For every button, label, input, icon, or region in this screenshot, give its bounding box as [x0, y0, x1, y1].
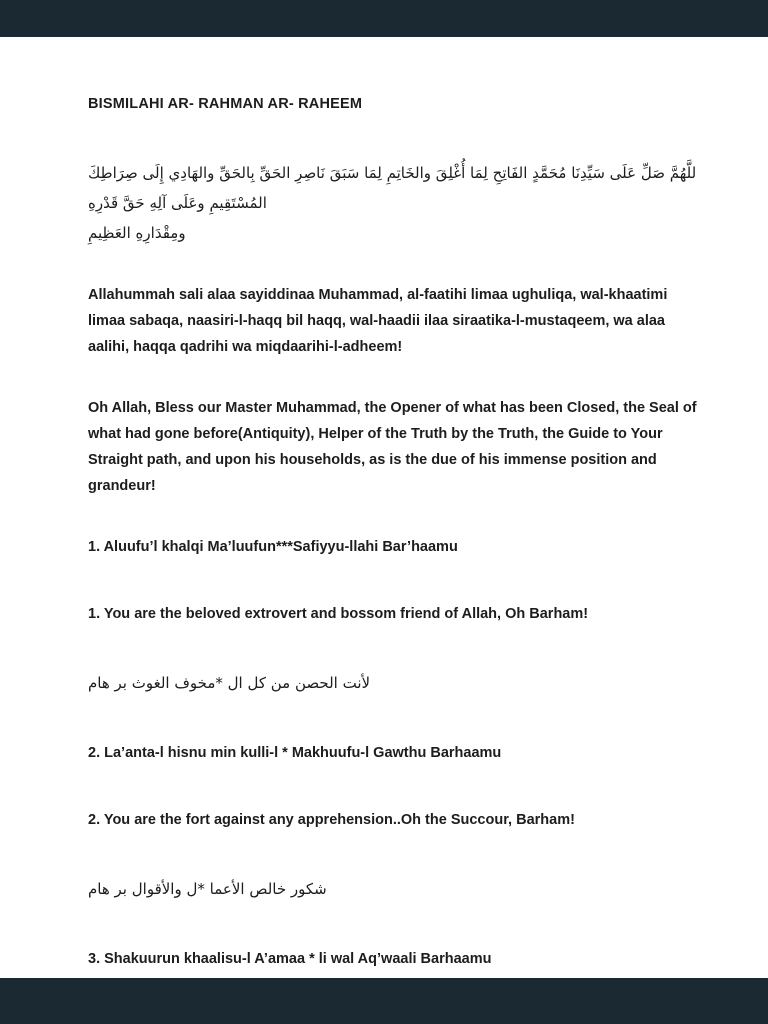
- verse1-translation: 1. You are the beloved extrovert and bossom friend of Allah, Oh Barham!: [88, 606, 589, 622]
- salat-arabic-line1: للَّهُمَّ صَلِّ عَلَى سَيِّدِنَا مُحَمَّدٍ الفَاتِحِ لِمَا أُغْلِقَ والخَاتِمِ لِمَا سَبَقَ نَاصِرِ الحَقِّ بِالحَقِّ والهَادِي إِلَى صِرَاطِكَ المُسْتَقِيمِ وعَلَى آلِهِ حَقَّ قَدْرِهِ: [88, 164, 697, 212]
- verse2-translation: 2. You are the fort against any apprehension..Oh the Succour, Barham!: [88, 812, 575, 828]
- salat-arabic-block: [88, 158, 698, 248]
- document-title: BISMILAHI AR- RAHMAN AR- RAHEEM: [88, 96, 363, 112]
- document-page: [0, 37, 768, 978]
- verse3-arabic: شكور خالص الأعما *ل والأقوال بر هام: [88, 880, 327, 898]
- viewer-bottom-bar: [0, 978, 768, 1024]
- verse1-transliteration: 1. Aluufu’l khalqi Ma’luufun***Safiyyu-llahi Bar’haamu: [88, 539, 458, 555]
- verse2-transliteration: 2. La’anta-l hisnu min kulli-l * Makhuufu-l Gawthu Barhaamu: [88, 745, 502, 761]
- verse3-transliteration: 3. Shakuurun khaalisu-l A’amaa * li wal Aq’waali Barhaamu: [88, 951, 492, 967]
- salat-translation: Oh Allah, Bless our Master Muhammad, the Opener of what has been Closed, the Seal of what had gone before(Antiquity), Helper of the Truth by the Truth, the Guide to Your Straight path, and upon his households, as is the due of his immense position and grandeur!: [88, 400, 697, 494]
- verse2-arabic: لأنت الحصن من كل ال *مخوف الغوث بر هام: [88, 674, 371, 692]
- salat-arabic-line2: ومِقْدَارِهِ العَظِيمِ: [88, 224, 186, 242]
- viewer-top-bar: [0, 0, 768, 37]
- salat-transliteration: Allahummah sali alaa sayiddinaa Muhammad, al-faatihi limaa ughuliqa, wal-khaatimi limaa sabaqa, naasiri-l-haqq bil haqq, wal-haadii ilaa siraatika-l-mustaqeem, wa alaa aalihi, haqqa qadrihi wa miqdaarihi-l-adheem!: [88, 287, 668, 355]
